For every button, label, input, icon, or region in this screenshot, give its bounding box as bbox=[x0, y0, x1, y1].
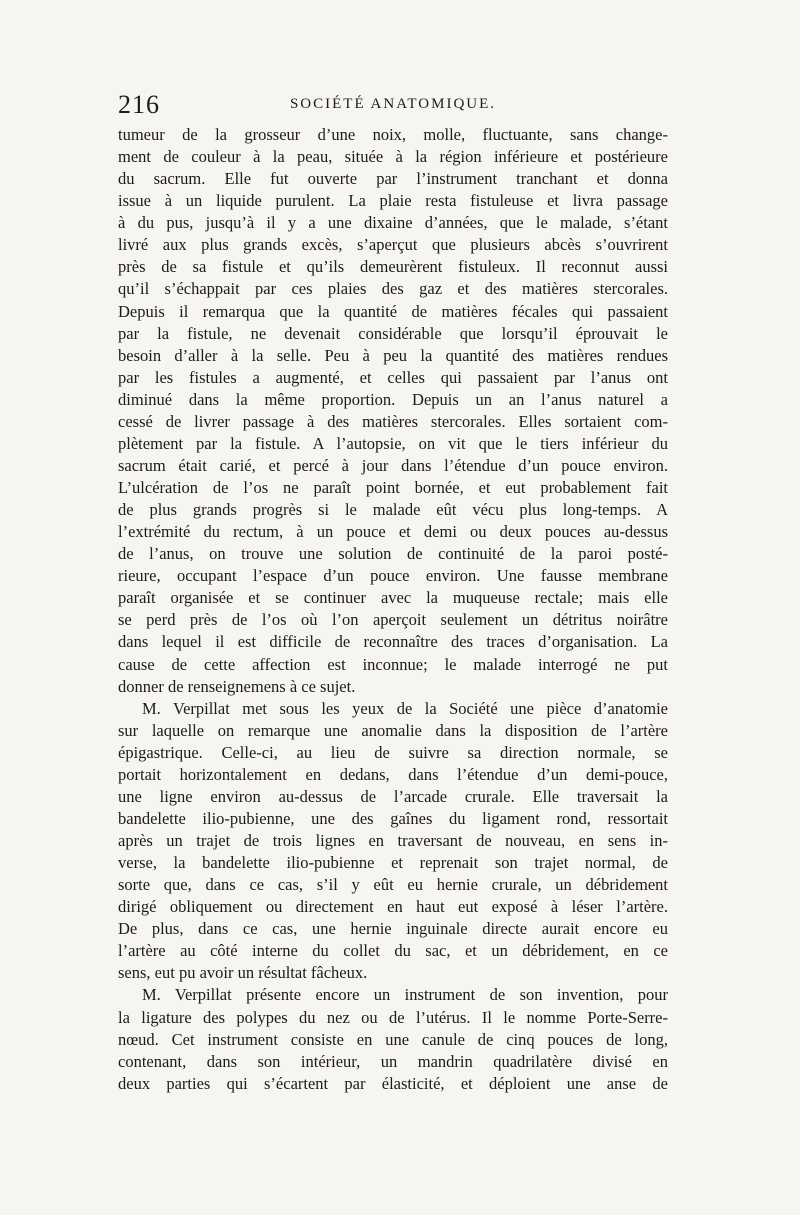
text-line: contenant, dans son intérieur, un mandrin quadrilatère divisé en bbox=[118, 1051, 668, 1071]
running-title: SOCIÉTÉ ANATOMIQUE. bbox=[289, 96, 497, 112]
text-line: du sacrum. Elle fut ouverte par l’instrument tranchant et donna bbox=[118, 169, 668, 189]
text-line: par la fistule, ne devenait considérable que lorsqu’il éprouvait le bbox=[118, 323, 668, 343]
text-line: paraît organisée et se continuer avec la muqueuse rectale; mais elle bbox=[118, 588, 668, 608]
text-line: verse, la bandelette ilio-pubienne et reprenait son trajet normal, de bbox=[118, 853, 668, 873]
text-line: plètement par la fistule. A l’autopsie, on vit que le tiers inférieur du bbox=[118, 433, 668, 453]
text-line: tumeur de la grosseur d’une noix, molle, fluctuante, sans change- bbox=[118, 125, 668, 144]
text-line: cause de cette affection est inconnue; le malade interrogé ne put bbox=[118, 654, 668, 674]
text-line: diminué dans la même proportion. Depuis un an l’anus naturel a bbox=[118, 389, 668, 409]
body-text bbox=[118, 124, 668, 1095]
text-line: besoin d’aller à la selle. Peu à peu la quantité des matières rendues bbox=[118, 345, 668, 365]
text-line: dans lequel il est difficile de reconnaître des traces d’organisation. La bbox=[118, 632, 668, 652]
text-line: sacrum était carié, et percé à jour dans l’étendue d’un pouce environ. bbox=[118, 455, 668, 475]
text-line: une ligne environ au-dessus de l’arcade crurale. Elle traversait la bbox=[118, 786, 668, 806]
text-line: M. Verpillat met sous les yeux de la Société une pièce d’anatomie bbox=[142, 698, 668, 718]
text-line: épigastrique. Celle-ci, au lieu de suivre sa direction normale, se bbox=[118, 742, 668, 762]
text-line: de plus grands progrès si le malade eût vécu plus long-temps. A bbox=[118, 500, 668, 520]
text-line: portait horizontalement en dedans, dans l’étendue d’un demi-pouce, bbox=[118, 764, 668, 784]
text-line: M. Verpillat présente encore un instrument de son invention, pour bbox=[142, 985, 668, 1005]
text-line: près de sa fistule et qu’ils demeurèrent fistuleux. Il reconnut aussi bbox=[118, 257, 668, 277]
text-line: l’artère au côté interne du collet du sac, et un débridement, en ce bbox=[118, 941, 668, 961]
text-line: donner de renseignemens à ce sujet. bbox=[118, 676, 356, 696]
text-line: ment de couleur à la peau, située à la région inférieure et postérieure bbox=[118, 147, 668, 167]
page-header bbox=[118, 90, 668, 120]
page-number: 216 bbox=[118, 90, 160, 119]
text-line: après un trajet de trois lignes en traversant de nouveau, en sens in- bbox=[118, 831, 668, 850]
text-line: sorte que, dans ce cas, s’il y eût eu hernie crurale, un débridement bbox=[118, 875, 668, 895]
text-line: l’extrémité du rectum, à un pouce et demi ou deux pouces au-dessus bbox=[118, 522, 668, 542]
text-line: Depuis il remarqua que la quantité de matières fécales qui passaient bbox=[118, 301, 668, 321]
text-line: sens, eut pu avoir un résultat fâcheux. bbox=[118, 963, 368, 983]
text-line: De plus, dans ce cas, une hernie inguinale directe aurait encore eu bbox=[118, 919, 668, 939]
text-line: nœud. Cet instrument consiste en une canule de cinq pouces de long, bbox=[118, 1029, 668, 1049]
text-line: qu’il s’échappait par ces plaies des gaz et des matières stercorales. bbox=[118, 279, 668, 299]
text-line: à du pus, jusqu’à il y a une dixaine d’années, que le malade, s’étant bbox=[118, 213, 668, 233]
text-line: cessé de livrer passage à des matières stercorales. Elles sortaient com- bbox=[118, 411, 668, 431]
text-line: sur laquelle on remarque une anomalie dans la disposition de l’artère bbox=[118, 720, 668, 740]
text-line: bandelette ilio-pubienne, une des gaînes du ligament rond, ressortait bbox=[118, 808, 668, 828]
text-line: livré aux plus grands excès, s’aperçut que plusieurs abcès s’ouvrirent bbox=[118, 235, 668, 255]
text-line: deux parties qui s’écartent par élasticité, et déploient une anse de bbox=[118, 1073, 668, 1093]
text-line: de l’anus, on trouve une solution de continuité de la paroi posté- bbox=[118, 544, 668, 564]
text-line: L’ulcération de l’os ne paraît point bornée, et eut probablement fait bbox=[118, 478, 668, 497]
text-line: se perd près de l’os où l’on aperçoit seulement un détritus noirâtre bbox=[118, 610, 668, 630]
text-line: par les fistules a augmenté, et celles qui passaient par l’anus ont bbox=[118, 367, 668, 387]
text-line: la ligature des polypes du nez ou de l’utérus. Il le nomme Porte-Serre- bbox=[118, 1007, 668, 1027]
text-line: rieure, occupant l’espace d’un pouce environ. Une fausse membrane bbox=[118, 566, 668, 586]
text-line: dirigé obliquement ou directement en haut eut exposé à léser l’artère. bbox=[118, 897, 668, 917]
text-line: issue à un liquide purulent. La plaie resta fistuleuse et livra passage bbox=[118, 191, 668, 211]
